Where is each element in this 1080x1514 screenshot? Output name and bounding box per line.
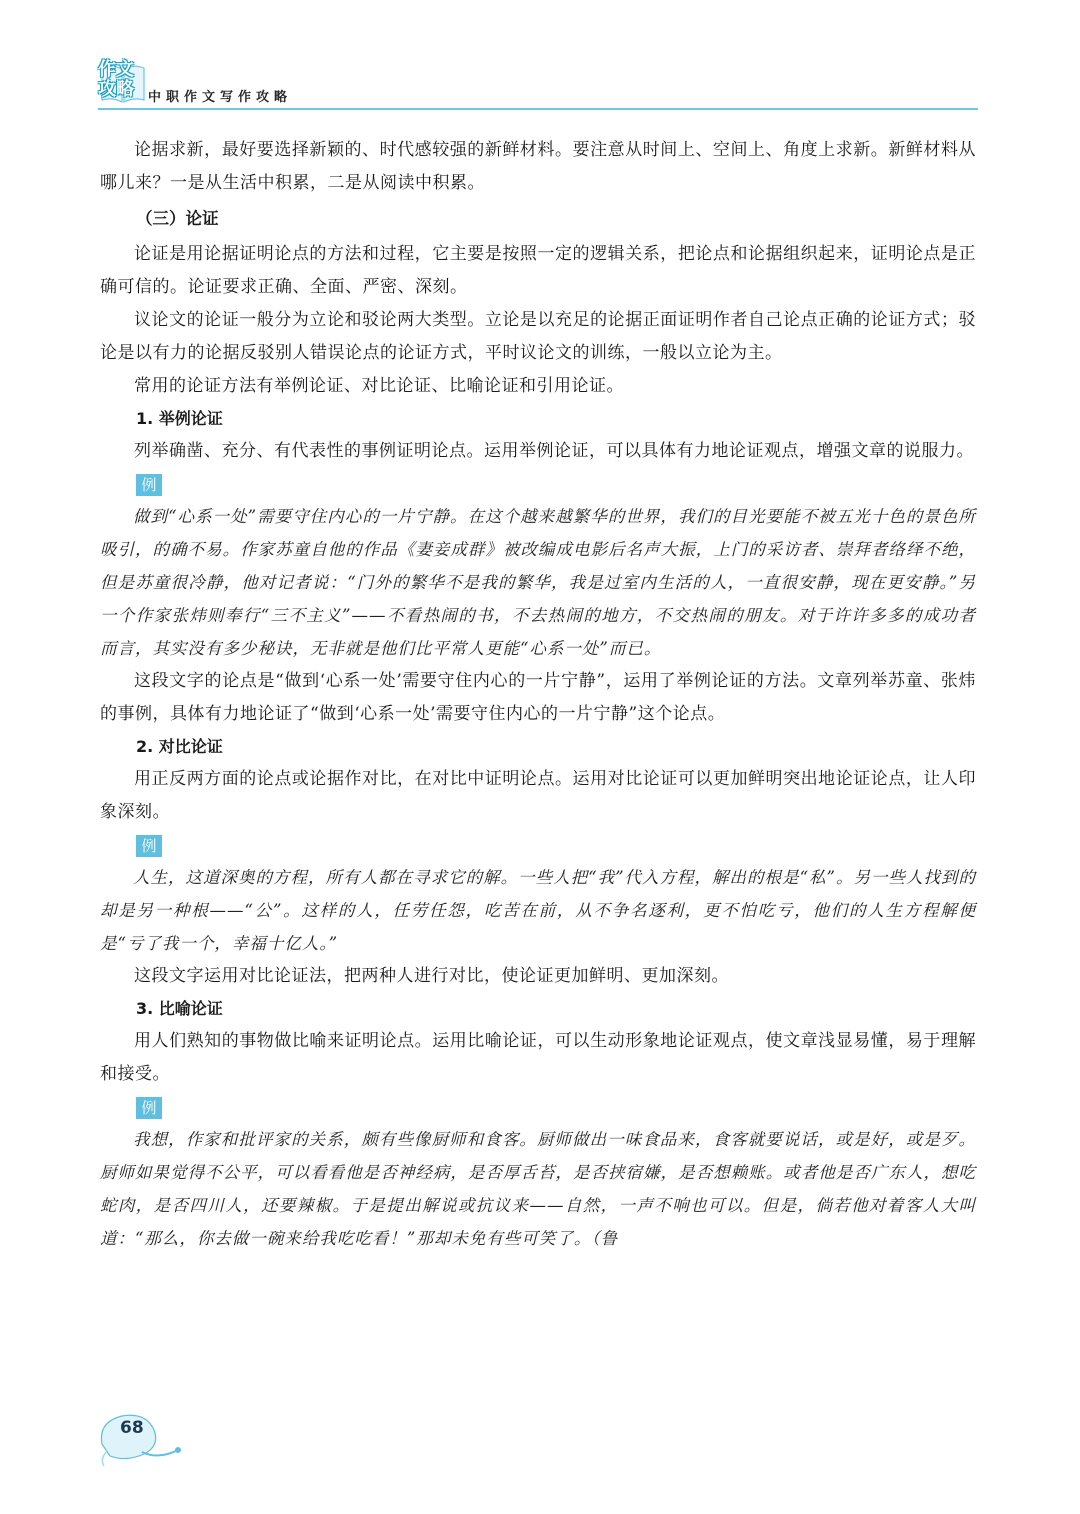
section-heading: （三）论证 — [136, 209, 219, 228]
paragraph: 议论文的论证一般分为立论和驳论两大类型。立论是以充足的论据正面证明作者自己论点正确的论证方式；驳论是以有力的论据反驳别人错误论点的论证方式，平时议论文的训练，一般以立论为主。 — [100, 310, 976, 363]
paragraph: 列举确凿、充分、有代表性的事例证明论点。运用举例论证，可以具体有力地论证观点，增强文章的说服力。 — [134, 441, 974, 461]
example-tag: 例 — [136, 474, 162, 496]
example-tag: 例 — [136, 835, 162, 857]
example-text: 人生，这道深奥的方程，所有人都在寻求它的解。一些人把“我”代入方程，解出的根是“私”。另一些人找到的却是另一种根——“公”。这样的人，任劳任怨，吃苦在前，从不争名逐利，更不怕吃亏，他们的人生方程解便是“亏了我一个，幸福十亿人。” — [100, 868, 976, 953]
subsection-heading: 1. 举例论证 — [136, 409, 223, 428]
paragraph: 常用的论证方法有举例论证、对比论证、比喻论证和引用论证。 — [134, 376, 624, 396]
page-body — [100, 134, 976, 1255]
running-title: 中职作文写作攻略 — [148, 90, 293, 105]
page-number-badge — [96, 1410, 186, 1470]
logo-text-line2: 攻略 — [98, 79, 134, 100]
example-text: 我想，作家和批评家的关系，颇有些像厨师和食客。厨师做出一味食品来，食客就要说话，或是好，或是歹。厨师如果觉得不公平，可以看看他是否神经病，是否厚舌苔，是否挟宿嫌，是否想赖账。或者他是否广东人，想吃蛇肉，是否四川人，还要辣椒。于是提出解说或抗议来——自然，一声不响也可以。但是，倘若他对着客人大叫道：“那么，你去做一碗来给我吃吃看！”那却未免有些可笑了。（鲁 — [100, 1130, 976, 1248]
page-header — [98, 58, 978, 110]
subsection-heading: 2. 对比论证 — [136, 737, 223, 756]
header-divider — [98, 108, 978, 110]
subsection-heading: 3. 比喻论证 — [136, 999, 223, 1018]
paragraph: 用正反两方面的论点或论据作对比，在对比中证明论点。运用对比论证可以更加鲜明突出地论证论点，让人印象深刻。 — [100, 769, 976, 822]
example-text: 做到“心系一处”需要守住内心的一片宁静。在这个越来越繁华的世界，我们的目光要能不被五光十色的景色所吸引，的确不易。作家苏童自他的作品《妻妾成群》被改编成电影后名声大振，上门的采访者、崇拜者络绎不绝，但是苏童很冷静，他对记者说：“门外的繁华不是我的繁华，我是过室内生活的人，一直很安静，现在更安静。”另一个作家张炜则奉行“三不主义”——不看热闹的书，不去热闹的地方，不交热闹的朋友。对于许许多多的成功者而言，其实没有多少秘诀，无非就是他们比平常人更能“心系一处”而已。 — [100, 507, 976, 658]
paragraph: 这段文字的论点是“做到‘心系一处’需要守住内心的一片宁静”，运用了举例论证的方法。文章列举苏童、张炜的事例，具体有力地论证了“做到‘心系一处’需要守住内心的一片宁静”这个论点。 — [100, 671, 976, 724]
paragraph: 用人们熟知的事物做比喻来证明论点。运用比喻论证，可以生动形象地论证观点，使文章浅显易懂，易于理解和接受。 — [100, 1031, 976, 1084]
logo-text-line1: 作文 — [98, 59, 134, 80]
paragraph: 论证是用论据证明论点的方法和过程，它主要是按照一定的逻辑关系，把论点和论据组织起来，证明论点是正确可信的。论证要求正确、全面、严密、深刻。 — [100, 244, 976, 297]
example-tag: 例 — [136, 1097, 162, 1119]
paragraph: 论据求新，最好要选择新颖的、时代感较强的新鲜材料。要注意从时间上、空间上、角度上求新。新鲜材料从哪儿来？一是从生活中积累，二是从阅读中积累。 — [100, 140, 976, 193]
paragraph: 这段文字运用对比论证法，把两种人进行对比，使论证更加鲜明、更加深刻。 — [134, 966, 729, 986]
page-number: 68 — [120, 1418, 144, 1438]
